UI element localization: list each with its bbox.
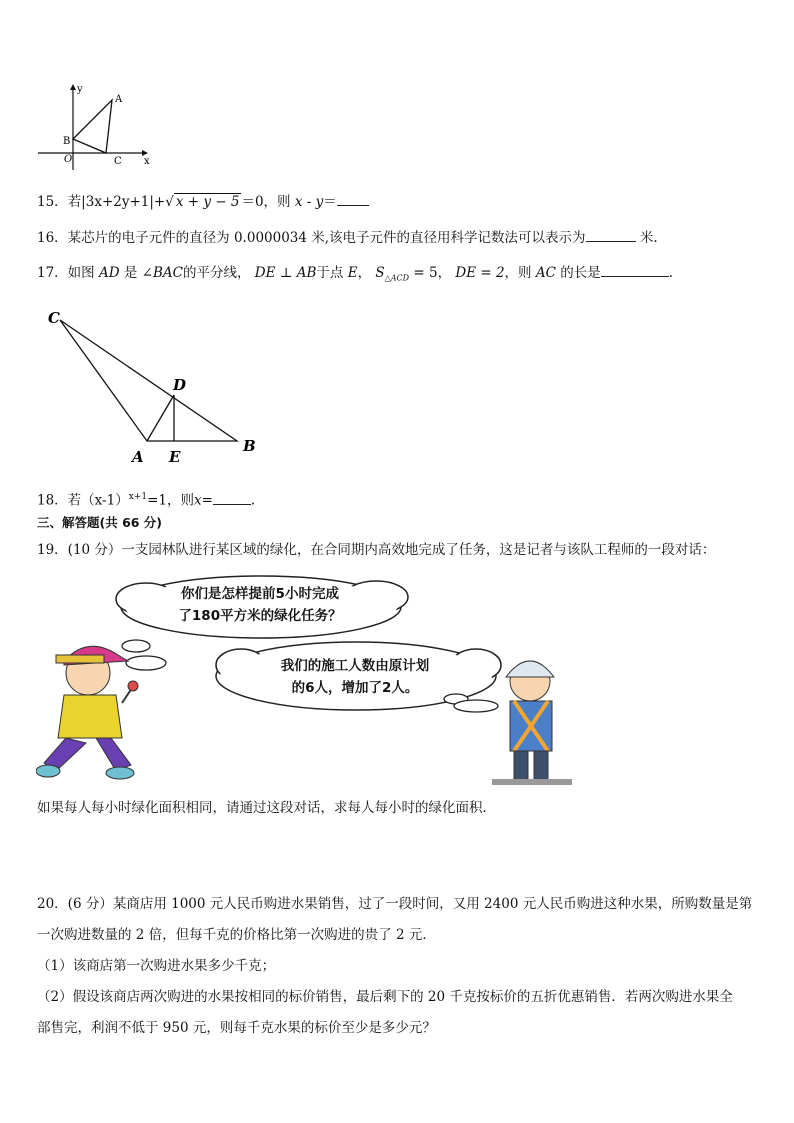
bubble2-line1: 我们的施工人数由原计划 bbox=[280, 658, 430, 674]
bubble-reporter-text bbox=[118, 583, 402, 627]
q17-de2: DE = 2 bbox=[455, 265, 505, 281]
origin-label: O bbox=[64, 154, 73, 165]
q15-expr: x - y bbox=[294, 194, 324, 210]
q17-eq5: = 5 bbox=[413, 265, 438, 281]
q17-s: S bbox=[375, 265, 385, 281]
q17-s-sub: △ACD bbox=[384, 273, 410, 283]
segment-ad bbox=[147, 395, 174, 441]
q18-eq: = bbox=[201, 492, 213, 509]
q16-answer-blank[interactable] bbox=[586, 227, 636, 242]
q17-perp: DE ⊥ AB bbox=[254, 265, 317, 281]
triangle-diagram bbox=[40, 305, 270, 470]
triangle-abc bbox=[73, 100, 112, 153]
point-b-label: B bbox=[63, 136, 71, 147]
q17-text2: 于点 bbox=[316, 265, 344, 281]
q17-comma2: ， bbox=[437, 265, 452, 281]
q16-text: 16．某芯片的电子元件的直径为 0.0000034 米,该电子元件的直径用科学记数法可以表示为 bbox=[37, 230, 586, 246]
label-b: B bbox=[243, 437, 256, 455]
q20-sub2-line1: （2）假设该商店两次购进的水果按相同的标价销售，最后剩下的 20 千克按标价的五折优惠销售．若两次购进水果全 bbox=[37, 989, 733, 1005]
bubble2-line2: 的6人，增加了2人。 bbox=[291, 680, 419, 696]
q15-number: 15． bbox=[37, 194, 68, 210]
q17-text4: 的长是 bbox=[560, 265, 601, 281]
q17-number: 17．如图 bbox=[37, 265, 95, 281]
bubble-engineer-text bbox=[230, 655, 480, 699]
q20-text2: 一次购进数量的 2 倍，但每千克的价格比第一次购进的贵了 2 元． bbox=[37, 927, 436, 943]
question-16 bbox=[37, 227, 658, 248]
label-a: A bbox=[132, 448, 144, 466]
q17-angle: ∠BAC bbox=[141, 265, 183, 281]
q17-text3: ，则 bbox=[504, 265, 532, 281]
q18-text2: =1，则 bbox=[147, 492, 194, 509]
question-18 bbox=[37, 487, 255, 511]
question-19: 19．(10 分）一支园林队进行某区域的绿化，在合同期内高效地完成了任务，这是记者与该队工程师的一段对话： bbox=[37, 542, 716, 558]
q17-text1: 的平分线， bbox=[182, 265, 251, 281]
q18-answer-blank[interactable] bbox=[213, 490, 251, 505]
section-heading: 三、解答题(共 66 分) bbox=[37, 515, 163, 530]
q17-comma: ， bbox=[357, 265, 372, 281]
q17-ac: AC bbox=[535, 265, 556, 281]
point-c-label: C bbox=[114, 156, 122, 167]
label-d: D bbox=[173, 376, 187, 394]
q17-is: 是 bbox=[123, 265, 138, 281]
q15-answer-blank[interactable] bbox=[337, 191, 369, 206]
q20-sub2-line2: 部售完，利润不低于 950 元，则每千克水果的标价至少是多少元？ bbox=[37, 1020, 436, 1036]
y-axis-arrow bbox=[70, 84, 76, 90]
bubble1-line1: 你们是怎样提前5小时完成 bbox=[181, 586, 339, 602]
point-a-label: A bbox=[115, 94, 123, 105]
q17-answer-blank[interactable] bbox=[601, 262, 669, 277]
q15-text: ＝0，则 bbox=[241, 194, 291, 210]
q17-ad: AD bbox=[98, 265, 120, 281]
q18-text1: 18．若（x-1） bbox=[37, 492, 129, 509]
label-c: C bbox=[48, 309, 60, 327]
q16-unit: 米. bbox=[639, 230, 658, 246]
y-label: y bbox=[77, 84, 83, 95]
q20-text1: 20．(6 分）某商店用 1000 元人民币购进水果销售，过了一段时间，又用 2400 元人民币购进这种水果，所购数量是第 bbox=[37, 896, 753, 912]
q17-end: . bbox=[668, 265, 674, 281]
coordinate-graph bbox=[30, 82, 150, 172]
q19-question: 如果每人每小时绿化面积相同，请通过这段对话，求每人每小时的绿化面积． bbox=[37, 800, 496, 816]
q15-eq: ＝ bbox=[323, 194, 337, 210]
q15-radicand: x + y − 5 bbox=[175, 194, 240, 210]
q15-abs-term: 若|3x+2y+1|+ bbox=[67, 194, 166, 210]
question-17 bbox=[37, 262, 673, 289]
q18-end: . bbox=[250, 492, 256, 509]
q18-x: x bbox=[193, 492, 202, 509]
question-15 bbox=[37, 191, 369, 212]
bubble1-line2: 了180平方米的绿化任务？ bbox=[178, 608, 342, 624]
q15-sqrt: √ x + y − 5 bbox=[165, 194, 240, 210]
x-label: x bbox=[144, 156, 150, 167]
engineer-figure bbox=[492, 661, 572, 785]
label-e: E bbox=[169, 448, 181, 466]
q17-e: E bbox=[347, 265, 358, 281]
triangle-abc bbox=[60, 320, 237, 441]
q20-sub1: （1）该商店第一次购进水果多少千克； bbox=[37, 958, 276, 974]
reporter-boy-figure bbox=[36, 646, 138, 779]
q18-exponent: x+1 bbox=[128, 492, 148, 502]
question-20 bbox=[37, 891, 757, 1042]
